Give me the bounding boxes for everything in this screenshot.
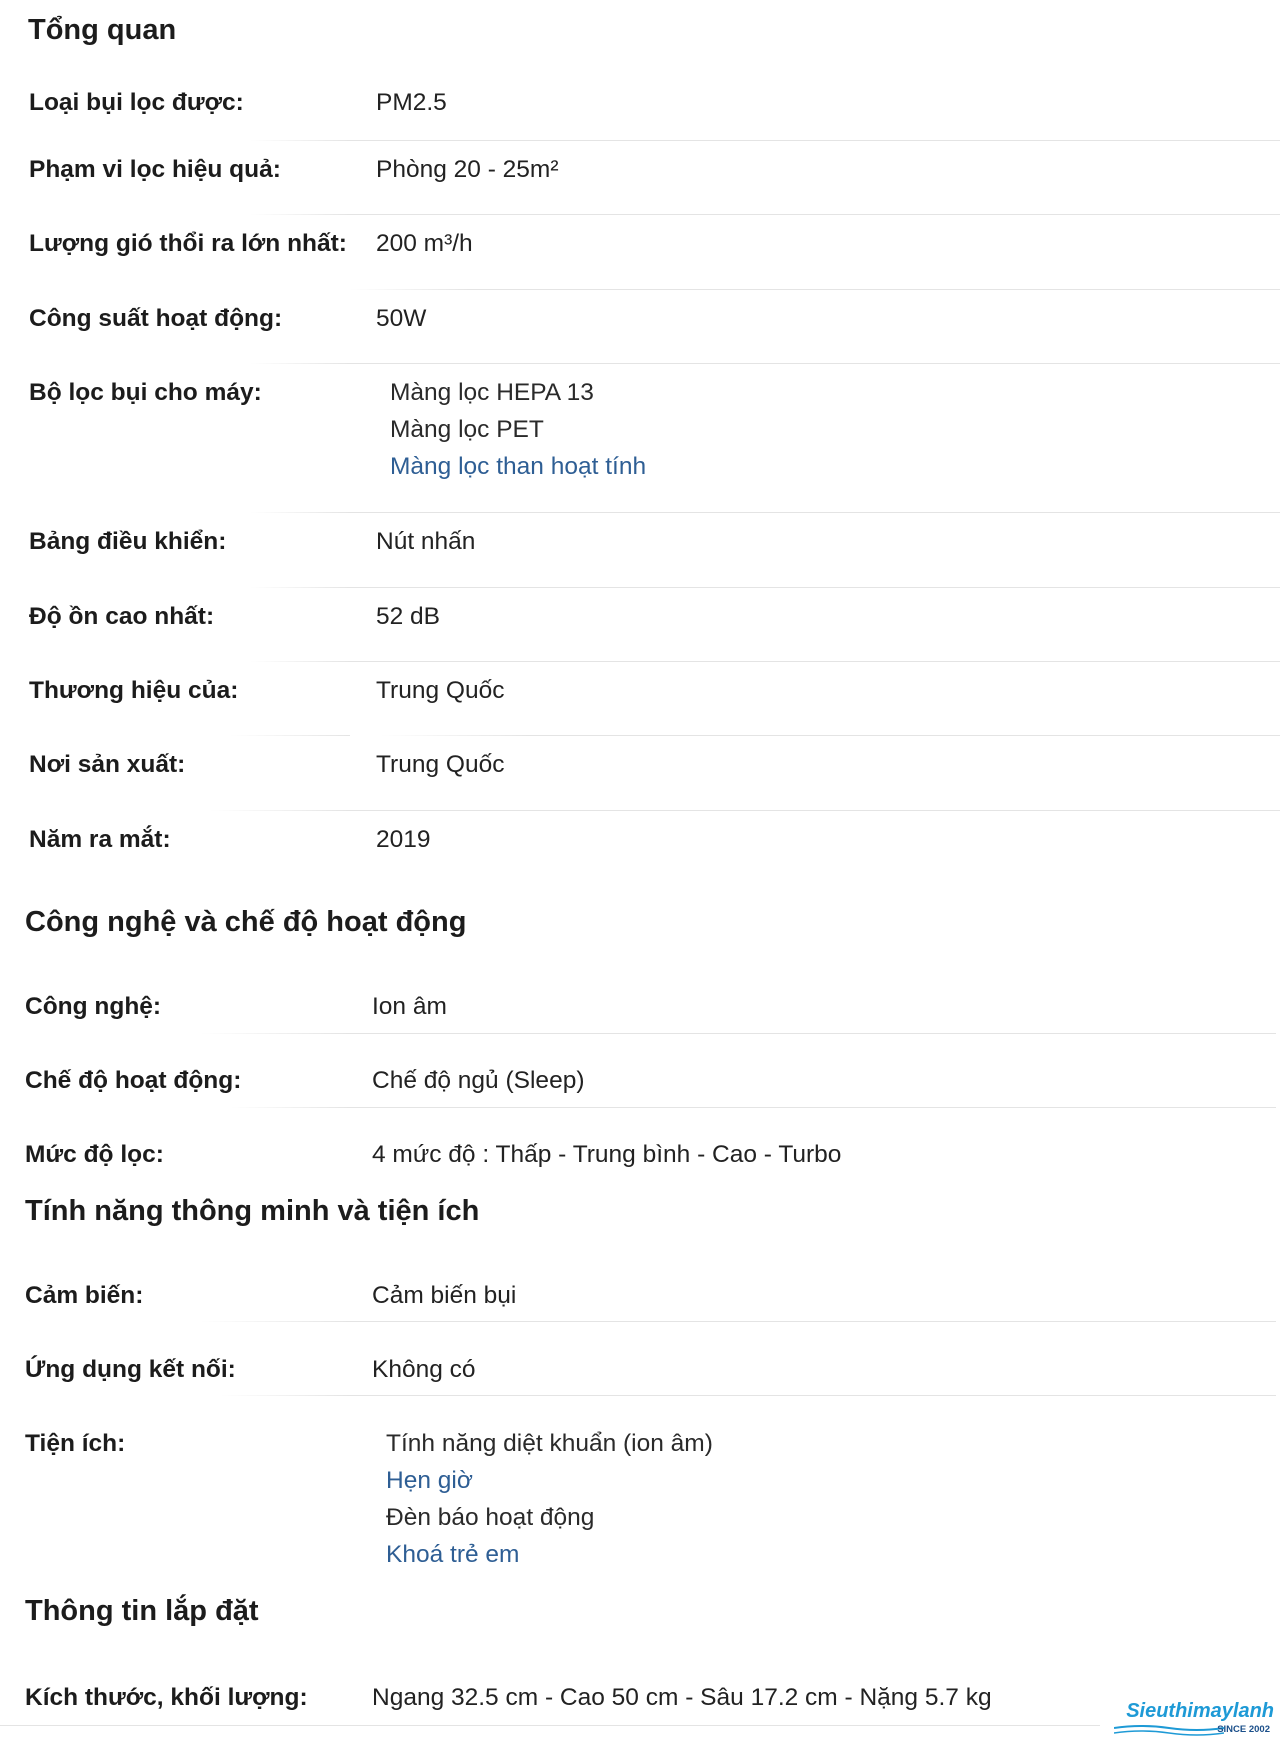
spec-row-noise — [0, 587, 1280, 661]
row-divider — [350, 1321, 1276, 1322]
spec-row-power — [0, 289, 1280, 363]
spec-row-filters — [0, 363, 1280, 513]
utility-list — [386, 1430, 713, 1578]
spec-value: 4 mức độ : Thấp - Trung bình - Cao - Turbo — [372, 1141, 842, 1168]
spec-row-operation-mode — [0, 1051, 1280, 1125]
logo-brand-text: Sieuthimaylanh — [1126, 1700, 1274, 1722]
spec-row-filter-range — [0, 140, 1280, 214]
spec-row-brand-origin — [0, 661, 1280, 735]
brand-logo — [1114, 1700, 1274, 1740]
spec-label: Chế độ hoạt động: — [25, 1067, 242, 1094]
spec-row-dust-type — [0, 73, 1280, 147]
row-divider — [350, 1033, 1276, 1034]
spec-value: Cảm biến bụi — [372, 1282, 517, 1309]
section-title-technology: Công nghệ và chế độ hoạt động — [25, 906, 467, 938]
spec-row-utilities — [0, 1414, 1280, 1584]
spec-label: Kích thước, khối lượng: — [25, 1684, 308, 1711]
spec-label: Tiện ích: — [25, 1430, 126, 1457]
utility-item-link[interactable]: Khoá trẻ em — [386, 1541, 520, 1568]
spec-row-sensor — [0, 1266, 1280, 1340]
spec-label: Nơi sản xuất: — [29, 751, 186, 778]
logo-wave-icon — [1114, 1724, 1224, 1738]
spec-row-airflow — [0, 214, 1280, 288]
spec-value: Nút nhấn — [376, 528, 476, 555]
spec-label: Mức độ lọc: — [25, 1141, 164, 1168]
spec-row-manufacture — [0, 735, 1280, 809]
filter-item: Màng lọc PET — [390, 416, 544, 443]
row-divider — [0, 1725, 1100, 1726]
spec-value: Chế độ ngủ (Sleep) — [372, 1067, 585, 1094]
row-divider — [350, 1107, 1276, 1108]
spec-label: Công suất hoạt động: — [29, 305, 283, 332]
spec-row-dimensions — [0, 1668, 1280, 1742]
spec-label: Loại bụi lọc được: — [29, 89, 244, 116]
spec-row-release-year — [0, 810, 1280, 884]
spec-label: Bộ lọc bụi cho máy: — [29, 379, 262, 406]
spec-value: Trung Quốc — [376, 677, 505, 704]
row-divider-label — [220, 1395, 350, 1396]
spec-value: 200 m³/h — [376, 230, 473, 257]
utility-item-link[interactable]: Hẹn giờ — [386, 1467, 473, 1494]
filter-item: Màng lọc HEPA 13 — [390, 379, 594, 406]
spec-value: Ion âm — [372, 993, 447, 1020]
row-divider-label — [200, 1033, 350, 1034]
row-divider — [350, 1395, 1276, 1396]
spec-label: Phạm vi lọc hiệu quả: — [29, 156, 281, 183]
spec-label: Thương hiệu của: — [29, 677, 239, 704]
spec-row-control-panel — [0, 512, 1280, 586]
spec-label: Cảm biến: — [25, 1282, 144, 1309]
utility-item: Đèn báo hoạt động — [386, 1504, 595, 1531]
logo-since-text: SINCE 2002 — [1217, 1724, 1270, 1735]
spec-value: 50W — [376, 305, 427, 332]
spec-row-technology — [0, 977, 1280, 1051]
filter-list — [390, 379, 646, 490]
spec-label: Lượng gió thổi ra lớn nhất: — [29, 230, 347, 257]
spec-label: Năm ra mắt: — [29, 826, 171, 853]
utility-item: Tính năng diệt khuẩn (ion âm) — [386, 1430, 713, 1457]
spec-value: Ngang 32.5 cm - Cao 50 cm - Sâu 17.2 cm - Nặng 5.7 kg — [372, 1684, 992, 1711]
spec-value: Không có — [372, 1356, 476, 1383]
row-divider-label — [230, 1107, 350, 1108]
spec-value: PM2.5 — [376, 89, 447, 116]
spec-value: Phòng 20 - 25m² — [376, 156, 559, 183]
spec-value: 2019 — [376, 826, 431, 853]
spec-value: Trung Quốc — [376, 751, 505, 778]
section-title-installation: Thông tin lắp đặt — [25, 1595, 259, 1627]
filter-item-link[interactable]: Màng lọc than hoạt tính — [390, 453, 647, 480]
section-title-overview: Tổng quan — [28, 14, 177, 46]
spec-label: Ứng dụng kết nối: — [25, 1356, 236, 1383]
spec-label: Bảng điều khiển: — [29, 528, 227, 555]
spec-row-filter-levels — [0, 1125, 1280, 1199]
spec-label: Công nghệ: — [25, 993, 162, 1020]
spec-label: Độ ồn cao nhất: — [29, 603, 215, 630]
spec-row-app — [0, 1340, 1280, 1414]
row-divider-label — [200, 1321, 350, 1322]
section-title-smart-features: Tính năng thông minh và tiện ích — [25, 1195, 480, 1227]
spec-value: 52 dB — [376, 603, 441, 630]
